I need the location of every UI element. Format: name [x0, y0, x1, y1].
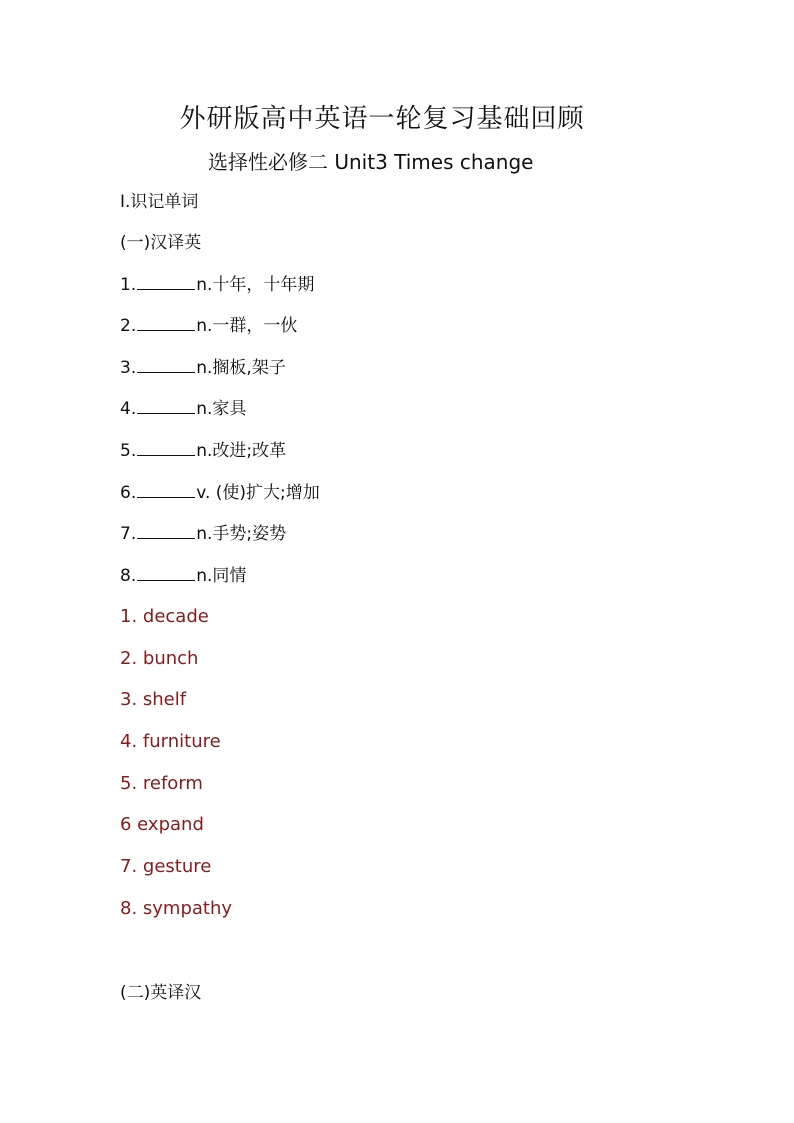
exercise-meaning: n.一群，一伙	[196, 316, 298, 336]
exercise-meaning: v. (使)扩大;增加	[196, 483, 320, 503]
exercise-number: 8.	[120, 566, 137, 586]
part1-heading: (一)汉译英	[120, 233, 202, 253]
part2-heading: (二)英译汉	[120, 983, 202, 1003]
answer-blank	[137, 357, 195, 373]
answer-item: 6 expand	[120, 814, 204, 835]
exercise-number: 6.	[120, 483, 137, 503]
answer-item: 5. reform	[120, 773, 203, 794]
exercise-meaning: n.同情	[196, 566, 247, 586]
exercise-meaning: n.十年，十年期	[196, 275, 315, 295]
exercise-item	[120, 522, 286, 546]
exercise-item	[120, 439, 286, 463]
exercise-number: 2.	[120, 316, 137, 336]
page-subtitle: 选择性必修二 Unit3 Times change	[208, 150, 534, 174]
exercise-meaning: n.改进;改革	[196, 441, 287, 461]
exercise-number: 4.	[120, 399, 137, 419]
answer-item: 7. gesture	[120, 856, 212, 877]
exercise-number: 3.	[120, 358, 137, 378]
exercise-number: 1.	[120, 275, 137, 295]
exercise-item	[120, 564, 246, 588]
exercise-meaning: n.手势;姿势	[196, 524, 287, 544]
section-heading: I.识记单词	[120, 192, 199, 212]
exercise-item	[120, 273, 314, 297]
answer-blank	[137, 315, 195, 331]
answer-blank	[137, 482, 195, 498]
exercise-meaning: n.家具	[196, 399, 247, 419]
answer-item: 2. bunch	[120, 648, 199, 669]
page-title: 外研版高中英语一轮复习基础回顾	[179, 104, 585, 134]
exercise-number: 7.	[120, 524, 137, 544]
exercise-item	[120, 314, 297, 338]
answer-item: 3. shelf	[120, 689, 187, 710]
exercise-meaning: n.搁板,架子	[196, 358, 286, 378]
answer-blank	[137, 523, 195, 539]
answer-blank	[137, 274, 195, 290]
answer-item: 4. furniture	[120, 731, 221, 752]
answer-blank	[137, 440, 195, 456]
exercise-item	[120, 356, 286, 380]
answer-item: 8. sympathy	[120, 898, 233, 919]
answer-item: 1. decade	[120, 606, 209, 627]
answer-blank	[137, 565, 195, 581]
exercise-number: 5.	[120, 441, 137, 461]
answer-blank	[137, 398, 195, 414]
exercise-item	[120, 397, 246, 421]
exercise-item	[120, 481, 320, 505]
